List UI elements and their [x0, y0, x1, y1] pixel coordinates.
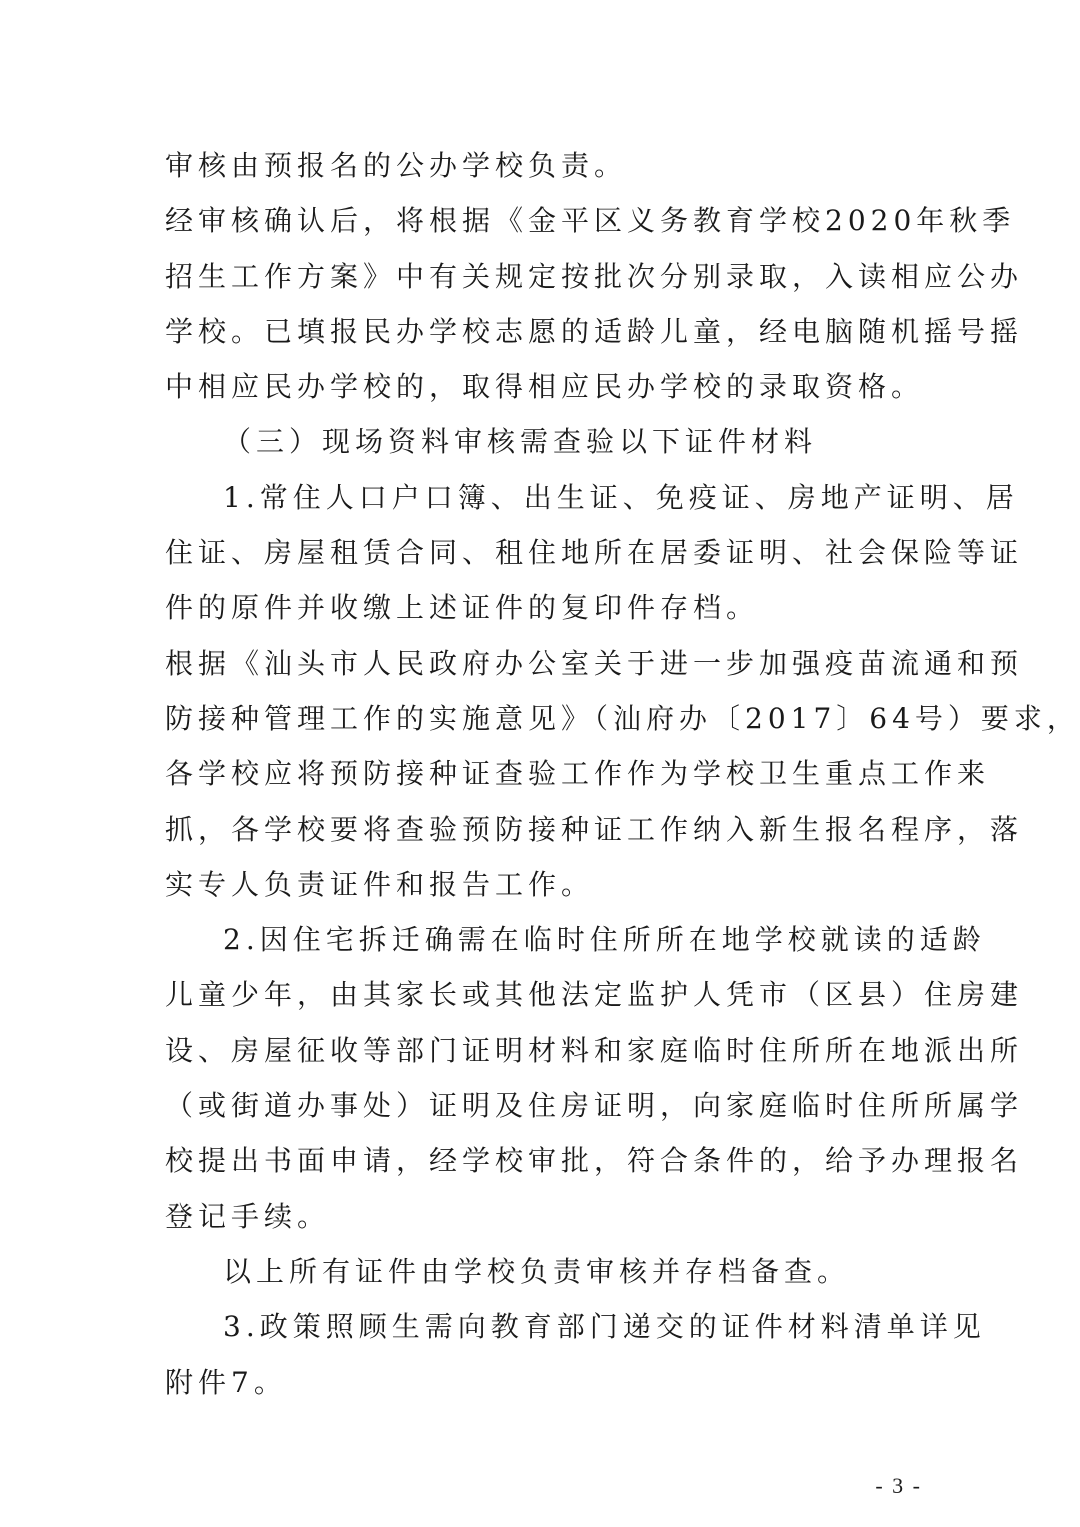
- text-line: 住证、房屋租赁合同、租住地所在居委证明、社会保险等证: [165, 536, 1024, 570]
- text-line: 抓，各学校要将查验预防接种证工作纳入新生报名程序，落: [165, 812, 1024, 846]
- text-line: 学校。已填报民办学校志愿的适龄儿童，经电脑随机摇号摇: [165, 314, 1024, 348]
- text-line: 附件7。: [165, 1365, 287, 1399]
- text-line: 校提出书面申请，经学校审批，符合条件的，给予办理报名: [165, 1144, 1024, 1178]
- text-line: 2.因住宅拆迁确需在临时住所所在地学校就读的适龄: [223, 923, 986, 957]
- page-number: - 3 -: [875, 1473, 922, 1498]
- text-line: 各学校应将预防接种证查验工作作为学校卫生重点工作来: [165, 757, 991, 791]
- text-line: 儿童少年，由其家长或其他法定监护人凭市（区县）住房建: [165, 978, 1024, 1012]
- text-line: （或街道办事处）证明及住房证明，向家庭临时住所所属学: [165, 1089, 1024, 1123]
- text-line: 审核由预报名的公办学校负责。: [165, 149, 628, 182]
- document-body: [165, 138, 1080, 1410]
- text-line: 经审核确认后，将根据《金平区义务教育学校2020年秋季: [165, 204, 1016, 238]
- text-line: 防接种管理工作的实施意见》（汕府办〔2017〕64号）要求，: [165, 701, 1080, 735]
- text-line: 中相应民办学校的，取得相应民办学校的录取资格。: [165, 370, 925, 404]
- text-line: 根据《汕头市人民政府办公室关于进一步加强疫苗流通和预: [165, 646, 1024, 680]
- section-heading: （三）现场资料审核需查验以下证件材料: [223, 425, 818, 459]
- text-line: 登记手续。: [165, 1199, 331, 1233]
- text-line: 设、房屋征收等部门证明材料和家庭临时住所所在地派出所: [165, 1033, 1024, 1067]
- text-line: 招生工作方案》中有关规定按批次分别录取，入读相应公办: [165, 259, 1024, 293]
- text-line: 实专人负责证件和报告工作。: [165, 867, 595, 901]
- text-line: 1.常住人口户口簿、出生证、免疫证、房地产证明、居: [223, 480, 1019, 514]
- text-line: 以上所有证件由学校负责审核并存档备查。: [223, 1254, 851, 1288]
- text-line: 3.政策照顾生需向教育部门递交的证件材料清单详见: [223, 1310, 986, 1344]
- text-line: 件的原件并收缴上述证件的复印件存档。: [165, 591, 760, 625]
